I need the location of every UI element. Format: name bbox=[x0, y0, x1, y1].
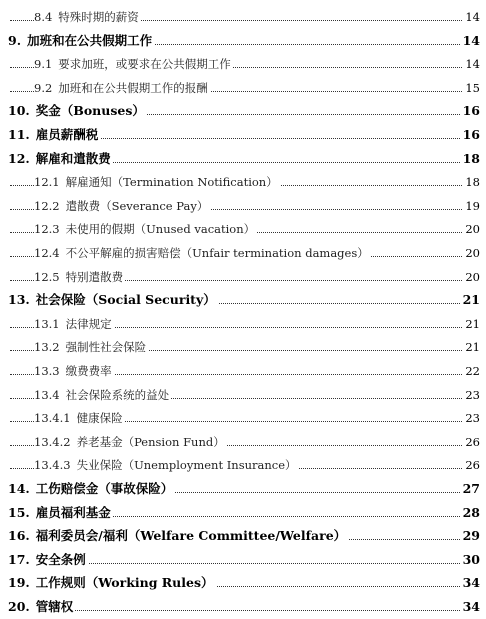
toc-entry-page-number: 23 bbox=[465, 411, 480, 426]
toc-entry-number: 12.1 bbox=[34, 175, 60, 190]
toc-entry-page-number: 20 bbox=[465, 246, 480, 260]
toc-chapter-entry[interactable] bbox=[0, 502, 486, 525]
toc-entry-text: 养老基金（Pension Fund） bbox=[76, 434, 225, 449]
toc-entry-number: 15. bbox=[8, 504, 30, 520]
toc-section-entry[interactable] bbox=[0, 6, 486, 29]
toc-entry-text: 雇员福利基金 bbox=[35, 504, 111, 520]
toc-section-entry[interactable] bbox=[0, 407, 486, 430]
toc-entry-text: 工伤赔偿金（事故保险） bbox=[35, 481, 174, 496]
toc-entry-number: 13.4.3 bbox=[34, 458, 71, 473]
toc-section-entry[interactable] bbox=[0, 218, 486, 241]
toc-entry-page-number: 26 bbox=[465, 458, 480, 473]
toc-section-entry[interactable] bbox=[0, 384, 486, 407]
toc-section-entry[interactable] bbox=[0, 360, 486, 383]
toc-entry-page-number: 34 bbox=[462, 599, 480, 614]
toc-entry-text: 解雇通知（Termination Notification） bbox=[65, 175, 278, 190]
toc-entry-page-number: 21 bbox=[465, 340, 480, 355]
toc-entry-title bbox=[34, 268, 125, 286]
toc-entry-title bbox=[34, 197, 210, 215]
toc-entry-title bbox=[34, 244, 371, 262]
toc-entry-page-number: 18 bbox=[462, 150, 480, 166]
toc-entry-page-number: 28 bbox=[462, 504, 480, 520]
toc-section-entry[interactable] bbox=[0, 454, 486, 477]
toc-entry-number: 20. bbox=[8, 599, 30, 614]
toc-entry-page-number: 20 bbox=[465, 269, 480, 284]
toc-entry-page-number: 19 bbox=[465, 198, 480, 213]
toc-entry-number: 12.3 bbox=[34, 222, 60, 237]
toc-section-entry[interactable] bbox=[0, 266, 486, 289]
toc-entry-page-number: 15 bbox=[465, 80, 480, 95]
toc-section-entry[interactable] bbox=[0, 53, 486, 76]
toc-entry-text: 社会保险（Social Security） bbox=[35, 292, 216, 308]
toc-entry-page-number: 14 bbox=[465, 57, 480, 72]
toc-entry-number: 13.4.1 bbox=[34, 411, 71, 426]
toc-entry-title bbox=[34, 8, 141, 26]
toc-entry-title bbox=[34, 409, 125, 427]
toc-entry-text: 要求加班，或要求在公共假期工作 bbox=[58, 57, 231, 72]
toc-entry-text: 特别遣散费 bbox=[65, 269, 124, 284]
toc-chapter-entry[interactable] bbox=[0, 478, 486, 501]
toc-entry-number: 13.4 bbox=[34, 387, 60, 402]
toc-entry-title bbox=[34, 386, 171, 404]
toc-entry-number: 8.4 bbox=[34, 10, 53, 24]
toc-entry-page-number: 27 bbox=[462, 481, 480, 496]
toc-entry-title bbox=[34, 79, 210, 97]
toc-section-entry[interactable] bbox=[0, 313, 486, 336]
toc-chapter-entry[interactable] bbox=[0, 124, 486, 147]
toc-entry-title bbox=[8, 574, 216, 592]
toc-chapter-entry[interactable] bbox=[0, 148, 486, 171]
toc-entry-number: 9.1 bbox=[34, 57, 53, 72]
toc-entry-number: 16. bbox=[8, 528, 30, 544]
toc-entry-page-number: 14 bbox=[465, 10, 480, 24]
toc-entry-number: 14. bbox=[8, 481, 30, 496]
toc-entry-page-number: 29 bbox=[462, 528, 480, 544]
toc-chapter-entry[interactable] bbox=[0, 525, 486, 548]
toc-chapter-entry[interactable] bbox=[0, 549, 486, 572]
toc-entry-text: 健康保险 bbox=[76, 411, 123, 426]
toc-entry-page-number: 26 bbox=[465, 434, 480, 449]
toc-entry-page-number: 22 bbox=[465, 364, 480, 378]
toc-entry-text: 奖金（Bonuses） bbox=[35, 103, 145, 119]
toc-entry-title bbox=[34, 55, 233, 73]
toc-entry-text: 雇员薪酬税 bbox=[35, 127, 99, 142]
toc-entry-page-number: 16 bbox=[462, 103, 480, 119]
toc-entry-number: 12.4 bbox=[34, 246, 60, 260]
toc-entry-page-number: 20 bbox=[465, 222, 480, 237]
toc-section-entry[interactable] bbox=[0, 195, 486, 218]
toc-entry-title bbox=[8, 150, 113, 168]
toc-entry-number: 12.2 bbox=[34, 198, 60, 213]
toc-entry-title bbox=[34, 338, 148, 356]
toc-entry-number: 13.4.2 bbox=[34, 434, 71, 449]
dot-leader bbox=[10, 610, 478, 611]
toc-entry-title bbox=[8, 32, 154, 50]
toc-entry-number: 13. bbox=[8, 292, 30, 308]
toc-entry-number: 17. bbox=[8, 551, 30, 567]
toc-section-entry[interactable] bbox=[0, 336, 486, 359]
toc-entry-text: 未使用的假期（Unused vacation） bbox=[65, 222, 256, 237]
toc-section-entry[interactable] bbox=[0, 431, 486, 454]
toc-entry-title bbox=[8, 102, 147, 120]
toc-entry-text: 缴费费率 bbox=[65, 364, 112, 378]
toc-entry-title bbox=[34, 173, 280, 191]
toc-entry-page-number: 14 bbox=[462, 32, 480, 48]
toc-entry-text: 法律规定 bbox=[65, 316, 112, 331]
toc-entry-page-number: 21 bbox=[465, 316, 480, 331]
toc-entry-text: 加班和在公共假期工作 bbox=[27, 32, 153, 48]
toc-entry-number: 13.2 bbox=[34, 340, 60, 355]
toc-entry-number: 19. bbox=[8, 575, 30, 591]
toc-entry-text: 福利委员会/福利（Welfare Committee/Welfare） bbox=[35, 528, 347, 544]
toc-entry-title bbox=[8, 551, 88, 569]
toc-entry-number: 9.2 bbox=[34, 80, 53, 95]
toc-entry-title bbox=[8, 291, 218, 309]
toc-entry-title bbox=[8, 126, 100, 144]
toc-entry-text: 解雇和遣散费 bbox=[35, 150, 111, 166]
toc-entry-title bbox=[34, 220, 257, 238]
toc-entry-number: 12. bbox=[8, 150, 30, 166]
toc-entry-title bbox=[34, 362, 114, 380]
toc-entry-text: 管辖权 bbox=[35, 599, 74, 614]
toc-entry-number: 11. bbox=[8, 127, 30, 142]
toc-entry-page-number: 30 bbox=[462, 551, 480, 567]
toc-entry-number: 13.3 bbox=[34, 364, 60, 378]
toc-entry-text: 安全条例 bbox=[35, 551, 86, 567]
toc-entry-text: 加班和在公共假期工作的报酬 bbox=[58, 80, 208, 95]
toc-entry-page-number: 21 bbox=[462, 292, 480, 308]
toc-entry-page-number: 18 bbox=[465, 175, 480, 190]
toc-entry-number: 13.1 bbox=[34, 316, 60, 331]
toc-entry-title bbox=[8, 504, 113, 522]
toc-entry-number: 10. bbox=[8, 103, 30, 119]
toc-entry-text: 社会保险系统的益处 bbox=[65, 387, 170, 402]
toc-chapter-entry[interactable] bbox=[0, 30, 486, 53]
toc-entry-title bbox=[34, 456, 299, 474]
toc-section-entry[interactable] bbox=[0, 242, 486, 265]
toc-entry-title bbox=[34, 315, 114, 333]
toc-chapter-entry[interactable] bbox=[0, 289, 486, 312]
toc-section-entry[interactable] bbox=[0, 171, 486, 194]
toc-entry-title bbox=[8, 598, 75, 616]
toc-entry-text: 特殊时期的薪资 bbox=[58, 10, 139, 24]
toc-entry-text: 失业保险（Unemployment Insurance） bbox=[76, 458, 297, 473]
toc-entry-title bbox=[8, 527, 348, 545]
toc-chapter-entry[interactable] bbox=[0, 100, 486, 123]
toc-chapter-entry[interactable] bbox=[0, 572, 486, 595]
toc-chapter-entry[interactable] bbox=[0, 596, 486, 619]
toc-entry-text: 不公平解雇的损害赔偿（Unfair termination damages） bbox=[65, 246, 369, 260]
toc-entry-title bbox=[8, 480, 175, 498]
toc-entry-page-number: 16 bbox=[462, 127, 480, 142]
toc-entry-number: 9. bbox=[8, 32, 22, 48]
toc-entry-text: 遣散费（Severance Pay） bbox=[65, 198, 209, 213]
toc-entry-page-number: 34 bbox=[462, 575, 480, 591]
toc-entry-number: 12.5 bbox=[34, 269, 60, 284]
toc-entry-page-number: 23 bbox=[465, 387, 480, 402]
toc-entry-text: 工作规则（Working Rules） bbox=[35, 575, 214, 591]
toc-entry-title bbox=[34, 433, 227, 451]
toc-section-entry[interactable] bbox=[0, 77, 486, 100]
toc-entry-text: 强制性社会保险 bbox=[65, 340, 147, 355]
